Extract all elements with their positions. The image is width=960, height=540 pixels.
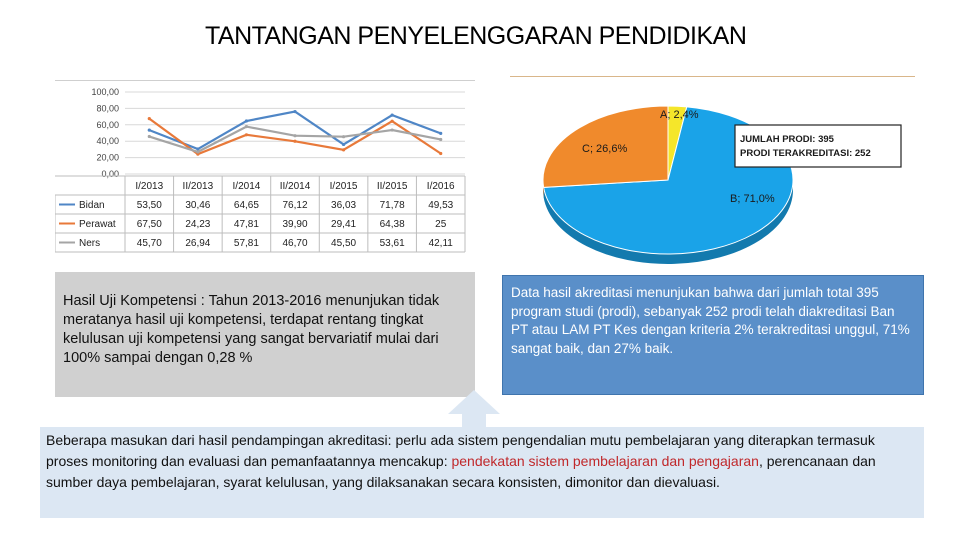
legend-label: Ners <box>79 238 101 249</box>
recommendation-text-start: Beberapa masukan dari hasil pendampingan akreditasi: perlu ada sistem pengendalian mutu pembelajaran yang diterapkan termasuk proses monitoring dan evaluasi dan pemanfaatannya mencakup: <box>46 432 875 469</box>
data-point <box>148 117 151 120</box>
page-title: TANTANGAN PENYELENGGARAN PENDIDIKAN <box>205 22 747 50</box>
pie-label-b: B; 71,0% <box>730 193 775 205</box>
accreditation-summary-text: Data hasil akreditasi menunjukan bahwa dari jumlah total 395 program studi (prodi), sebanyak 252 prodi telah diakreditasi Ban PT atau LAM PT Kes dengan kriteria 2% terakreditasi unggul, 71% sangat baik, dan 27% baik. <box>511 285 910 356</box>
recommendation-box <box>40 427 924 518</box>
data-label: 64,65 <box>233 200 259 211</box>
data-point <box>293 134 296 137</box>
data-point <box>342 135 345 138</box>
x-tick-label: I/2013 <box>135 181 164 192</box>
data-label: 30,46 <box>185 200 211 211</box>
y-tick-label: 0,00 <box>101 169 119 179</box>
data-label: 49,53 <box>428 200 454 211</box>
data-point <box>391 120 394 123</box>
title-underline <box>510 76 915 77</box>
data-label: 67,50 <box>136 219 162 230</box>
data-point <box>342 148 345 151</box>
data-point <box>342 143 345 146</box>
pie-label-c: C; 26,6% <box>582 143 628 155</box>
x-tick-label: I/2016 <box>426 181 455 192</box>
data-point <box>439 132 442 135</box>
data-point <box>245 125 248 128</box>
data-point <box>439 138 442 141</box>
y-tick-label: 60,00 <box>96 119 119 130</box>
pie-chart <box>530 98 920 268</box>
x-tick-label: II/2013 <box>182 181 214 192</box>
y-tick-label: 80,00 <box>96 103 119 114</box>
data-label: 24,23 <box>185 219 211 230</box>
pie-annotation-box <box>735 125 901 167</box>
y-tick-label: 20,00 <box>96 152 119 163</box>
data-point <box>391 128 394 131</box>
up-arrow-icon <box>446 388 502 428</box>
competency-summary-text: Hasil Uji Kompetensi : Tahun 2013-2016 menunjukan tidak meratanya hasil uji kompetensi, terdapat rentang tingkat kelulusan uji kompetensi yang sangat bervariatif mulai dari 100% sampai dengan 0,28 % <box>63 293 440 366</box>
data-label: 26,94 <box>185 238 211 249</box>
data-point <box>245 133 248 136</box>
data-point <box>196 150 199 153</box>
data-label: 45,50 <box>331 238 357 249</box>
data-point <box>245 119 248 122</box>
data-point <box>293 140 296 143</box>
data-label: 53,61 <box>379 238 405 249</box>
data-label: 76,12 <box>282 200 308 211</box>
data-point <box>148 135 151 138</box>
competency-summary-box <box>55 272 475 397</box>
data-label: 47,81 <box>233 219 259 230</box>
data-label: 45,70 <box>136 238 162 249</box>
y-tick-label: 40,00 <box>96 136 119 147</box>
data-point <box>439 152 442 155</box>
line-chart <box>55 82 475 282</box>
data-label: 39,90 <box>282 219 308 230</box>
x-tick-label: II/2015 <box>376 181 408 192</box>
recommendation-highlight: pendekatan sistem pembelajaran dan pengajaran <box>451 453 759 469</box>
data-point <box>391 114 394 117</box>
pie-annotation-line: PRODI TERAKREDITASI: 252 <box>740 148 871 159</box>
data-label: 57,81 <box>233 238 259 249</box>
x-tick-label: II/2014 <box>279 181 311 192</box>
chart-top-rule <box>55 80 475 81</box>
accreditation-summary-box <box>502 275 924 395</box>
x-tick-label: I/2014 <box>232 181 261 192</box>
data-label: 64,38 <box>379 219 405 230</box>
pie-label-a: A; 2,4% <box>660 109 699 121</box>
data-label: 36,03 <box>331 200 357 211</box>
data-label: 71,78 <box>379 200 405 211</box>
data-label: 53,50 <box>136 200 162 211</box>
pie-annotation-line: JUMLAH PRODI: 395 <box>740 134 834 145</box>
legend-label: Bidan <box>79 200 105 211</box>
data-point <box>293 110 296 113</box>
legend-label: Perawat <box>79 219 116 230</box>
data-label: 29,41 <box>331 219 357 230</box>
recommendation-text-end: , perencanaan dan sumber daya pembelajaran, syarat kelulusan, yang dilaksanakan secara konsisten, dimonitor dan dievaluasi. <box>46 453 876 490</box>
data-label: 25 <box>435 219 447 230</box>
y-tick-label: 100,00 <box>91 87 119 97</box>
x-tick-label: I/2015 <box>329 181 358 192</box>
data-label: 46,70 <box>282 238 308 249</box>
data-label: 42,11 <box>428 238 453 249</box>
data-point <box>148 129 151 132</box>
